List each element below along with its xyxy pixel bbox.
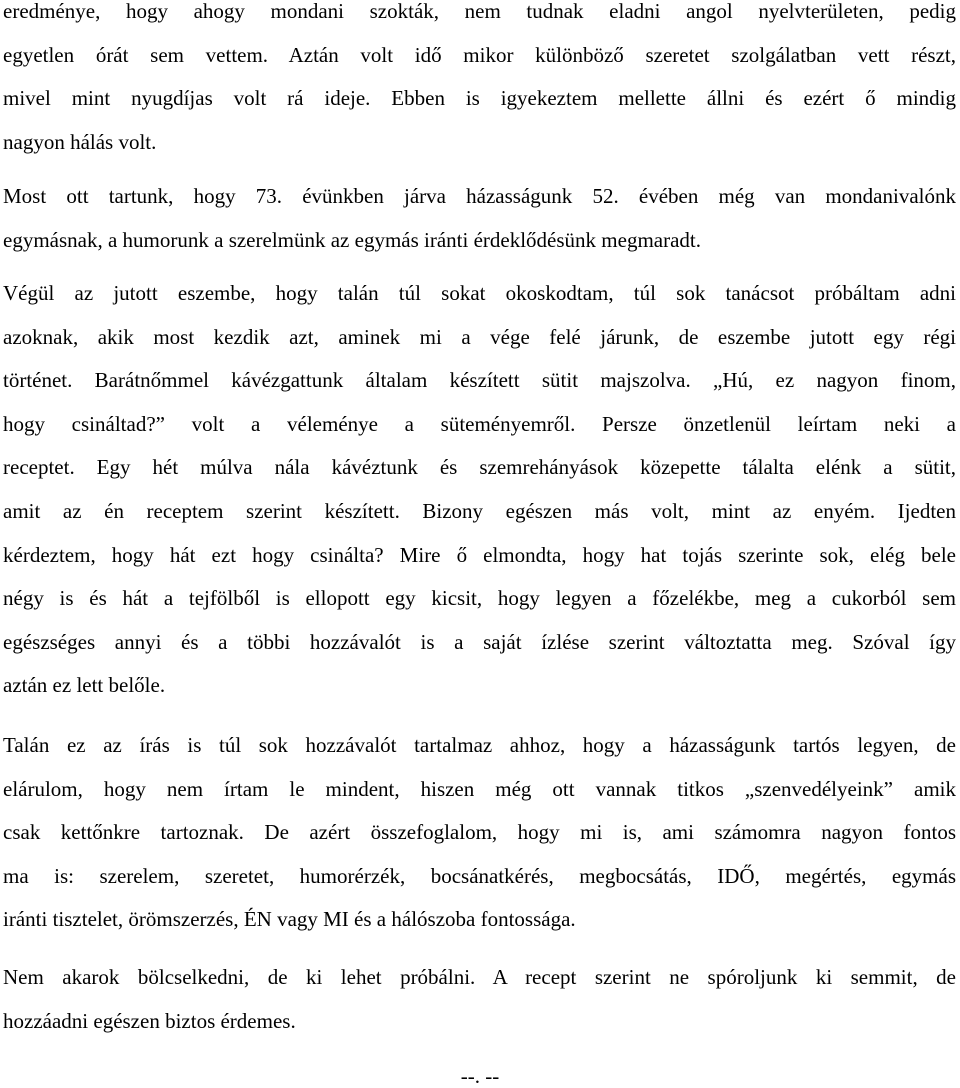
text-line: egészséges annyi és a többi hozzávalót is a saját ízlése szerint változtatta meg. Szóval így: [3, 629, 956, 654]
text-line: hozzáadni egészen biztos érdemes.: [3, 1008, 296, 1033]
text-line: azoknak, akik most kezdik azt, aminek mi a vége felé járunk, de eszembe jutott egy régi: [3, 324, 956, 349]
text-line: nagyon hálás volt.: [3, 129, 157, 154]
text-line: Végül az jutott eszembe, hogy talán túl sokat okoskodtam, túl sok tanácsot próbáltam adni: [3, 281, 956, 305]
text-line: Most ott tartunk, hogy 73. évünkben járva házasságunk 52. évében még van mondanivalónk: [3, 184, 956, 208]
text-line: történet. Barátnőmmel kávézgattunk általam készített sütit majszolva. „Hú, ez nagyon finom,: [3, 368, 956, 393]
paragraph-4: [3, 724, 956, 942]
text-line: egymásnak, a humorunk a szerelmünk az egymás iránti érdeklődésünk megmaradt.: [3, 227, 702, 252]
paragraph-2: [3, 175, 956, 262]
text-line: kérdeztem, hogy hát ezt hogy csinálta? Mire ő elmondta, hogy hat tojás szerinte sok, elég bele: [3, 542, 956, 567]
text-line: négy is és hát a tejfölből is ellopott egy kicsit, hogy legyen a főzelékbe, meg a cukorból sem: [3, 586, 956, 611]
text-line: mivel mint nyugdíjas volt rá ideje. Ebben is igyekeztem mellette állni és ezért ő mindig: [3, 86, 956, 111]
text-line: Nem akarok bölcselkedni, de ki lehet próbálni. A recept szerint ne spóroljunk ki semmit, de: [3, 965, 956, 989]
text-line: eredménye, hogy ahogy mondani szokták, nem tudnak eladni angol nyelvterületen, pedig: [3, 0, 956, 23]
page-footer: --. --: [460, 1064, 500, 1088]
text-line: egyetlen órát sem vettem. Aztán volt idő mikor különböző szeretet szolgálatban vett részt,: [3, 42, 956, 67]
paragraph-1: [3, 0, 956, 164]
text-line: iránti tisztelet, örömszerzés, ÉN vagy MI és a hálószoba fontossága.: [3, 907, 576, 932]
text-line: amit az én receptem szerint készített. Bizony egészen más volt, mint az enyém. Ijedten: [3, 498, 956, 523]
text-line: aztán ez lett belőle.: [3, 673, 166, 698]
text-line: hogy csináltad?” volt a véleménye a süteményemről. Persze önzetlenül leírtam neki a: [3, 411, 956, 436]
text-line: receptet. Egy hét múlva nála kávéztunk és szemrehányások közepette tálalta elénk a sütit,: [3, 455, 956, 480]
text-line: ma is: szerelem, szeretet, humorérzék, bocsánatkérés, megbocsátás, IDŐ, megértés, egymás: [3, 863, 956, 888]
text-line: elárulom, hogy nem írtam le mindent, hiszen még ott vannak titkos „szenvedélyeink” amik: [3, 776, 956, 801]
paragraph-5: [3, 956, 956, 1043]
text-line: Talán ez az írás is túl sok hozzávalót tartalmaz ahhoz, hogy a házasságunk tartós legyen, de: [3, 733, 956, 757]
text-line: csak kettőnkre tartoznak. De azért összefoglalom, hogy mi is, ami számomra nagyon fontos: [3, 820, 956, 845]
paragraph-3: [3, 272, 956, 708]
